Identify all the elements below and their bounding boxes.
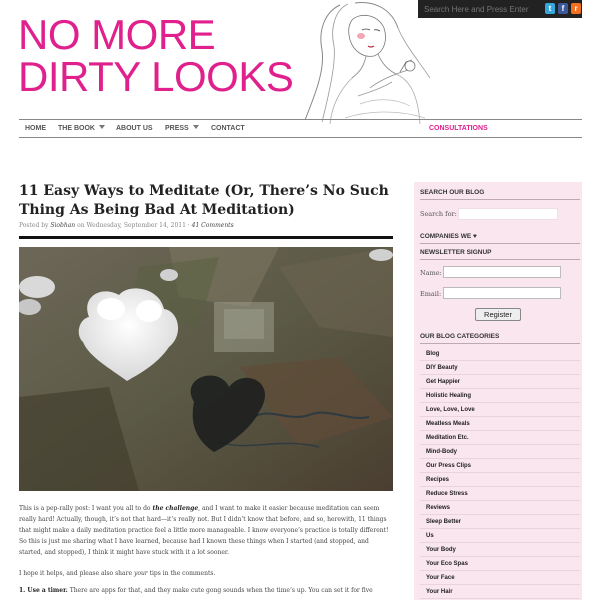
category-link[interactable]: Sleep Better (420, 515, 580, 529)
facebook-icon[interactable]: f (558, 3, 568, 14)
register-button[interactable]: Register (475, 308, 521, 321)
category-list (420, 347, 580, 599)
title-rule (19, 236, 393, 239)
sidebar-rule (420, 343, 580, 344)
category-link[interactable]: Us (420, 529, 580, 543)
category-link[interactable]: Mind-Body (420, 445, 580, 459)
chevron-down-icon (193, 125, 199, 129)
logo-line-2: DIRTY LOOKS (18, 53, 294, 100)
header-illustration (300, 0, 450, 125)
category-link[interactable]: DIY Beauty (420, 361, 580, 375)
category-link[interactable]: Meditation Etc. (420, 431, 580, 445)
name-label: Name: (420, 269, 442, 277)
site-logo[interactable] (18, 11, 294, 100)
post-meta (19, 222, 234, 229)
post-paragraph-2 (19, 568, 393, 579)
logo-line-1: NO MORE (18, 11, 216, 58)
category-link[interactable]: Your Body (420, 543, 580, 557)
p1-text-a: This is a pep-rally post: I want you all to do (19, 505, 151, 512)
category-link[interactable]: Blog (420, 347, 580, 361)
category-link[interactable]: Our Press Clips (420, 459, 580, 473)
categories-heading: OUR BLOG CATEGORIES (420, 333, 500, 340)
tip-1-text: There are apps for that, and they make cute gong sounds when the time’s up. You can set it for five (69, 587, 373, 594)
newsletter-email-input[interactable] (443, 287, 561, 299)
email-label: Email: (420, 290, 442, 298)
nav-the-book[interactable] (58, 125, 105, 132)
category-link[interactable]: Reduce Stress (420, 487, 580, 501)
post-title[interactable]: 11 Easy Ways to Meditate (Or, There’s No Such Thing As Being Bad At Meditation) (19, 183, 389, 218)
nav-press-label: PRESS (165, 125, 189, 132)
category-link[interactable]: Love, Love, Love (420, 403, 580, 417)
category-link[interactable]: Your Hair (420, 585, 580, 599)
post-author-link[interactable]: Siobhan (50, 222, 76, 229)
post-paragraph-1 (19, 503, 393, 558)
nav-press[interactable] (165, 125, 199, 132)
nav-consultations[interactable]: CONSULTATIONS (429, 125, 488, 132)
post-date: on Wednesday, September 14, 2011 · (77, 222, 190, 229)
sidebar-rule (420, 243, 580, 244)
newsletter-heading: NEWSLETTER SIGNUP (420, 249, 492, 256)
p2-text-b: tips in the comments. (149, 570, 216, 577)
nav-bottom-rule (19, 137, 582, 138)
heart-cloud-photo (19, 247, 393, 491)
search-for-label: Search for: (420, 210, 457, 218)
sidebar-search-input[interactable] (458, 208, 558, 220)
nav-contact[interactable]: CONTACT (211, 125, 245, 132)
post-paragraph-3 (19, 585, 393, 596)
twitter-icon[interactable]: t (545, 3, 555, 14)
sidebar-rule (420, 259, 580, 260)
rss-icon[interactable]: r (571, 3, 581, 14)
category-link[interactable]: Your Eco Spas (420, 557, 580, 571)
category-link[interactable]: Get Happier (420, 375, 580, 389)
comments-link[interactable]: 41 Comments (191, 222, 234, 229)
chevron-down-icon (99, 125, 105, 129)
nav-about-us[interactable]: ABOUT US (116, 125, 153, 132)
category-link[interactable]: Reviews (420, 501, 580, 515)
posted-by-text: Posted by (19, 222, 49, 229)
sidebar-rule (420, 199, 580, 200)
companies-heading[interactable]: COMPANIES WE ♥ (420, 233, 477, 240)
category-link[interactable]: Meatless Meals (420, 417, 580, 431)
category-link[interactable]: Recipes (420, 473, 580, 487)
p2-your: your (133, 570, 148, 577)
tip-1-lead: 1. Use a timer. (19, 587, 68, 594)
p1-text-b: , and I want to make it easier because meditation can seem really hard! Actually, though, it’s not that hard—it’s really not. But I didn’t know that before, and so, herewith, 11 things that might make a daily meditation practice feel a little more manageable. I know everyone’s practice is totally different! So this is just me sharing what I have learned, because had I known these things when I started (and stopped, and started, and stopped), I think it might have stuck with it a lot sooner. (19, 505, 389, 556)
search-blog-heading: SEARCH OUR BLOG (420, 189, 485, 196)
nav-the-book-label: THE BOOK (58, 125, 95, 132)
nav-home[interactable]: HOME (25, 125, 46, 132)
main-nav (19, 120, 582, 137)
category-link[interactable]: Your Face (420, 571, 580, 585)
challenge-link[interactable]: the challenge (152, 505, 199, 512)
category-link[interactable]: Holistic Healing (420, 389, 580, 403)
p2-text-a: I hope it helps, and please also share (19, 570, 133, 577)
newsletter-name-input[interactable] (443, 266, 561, 278)
